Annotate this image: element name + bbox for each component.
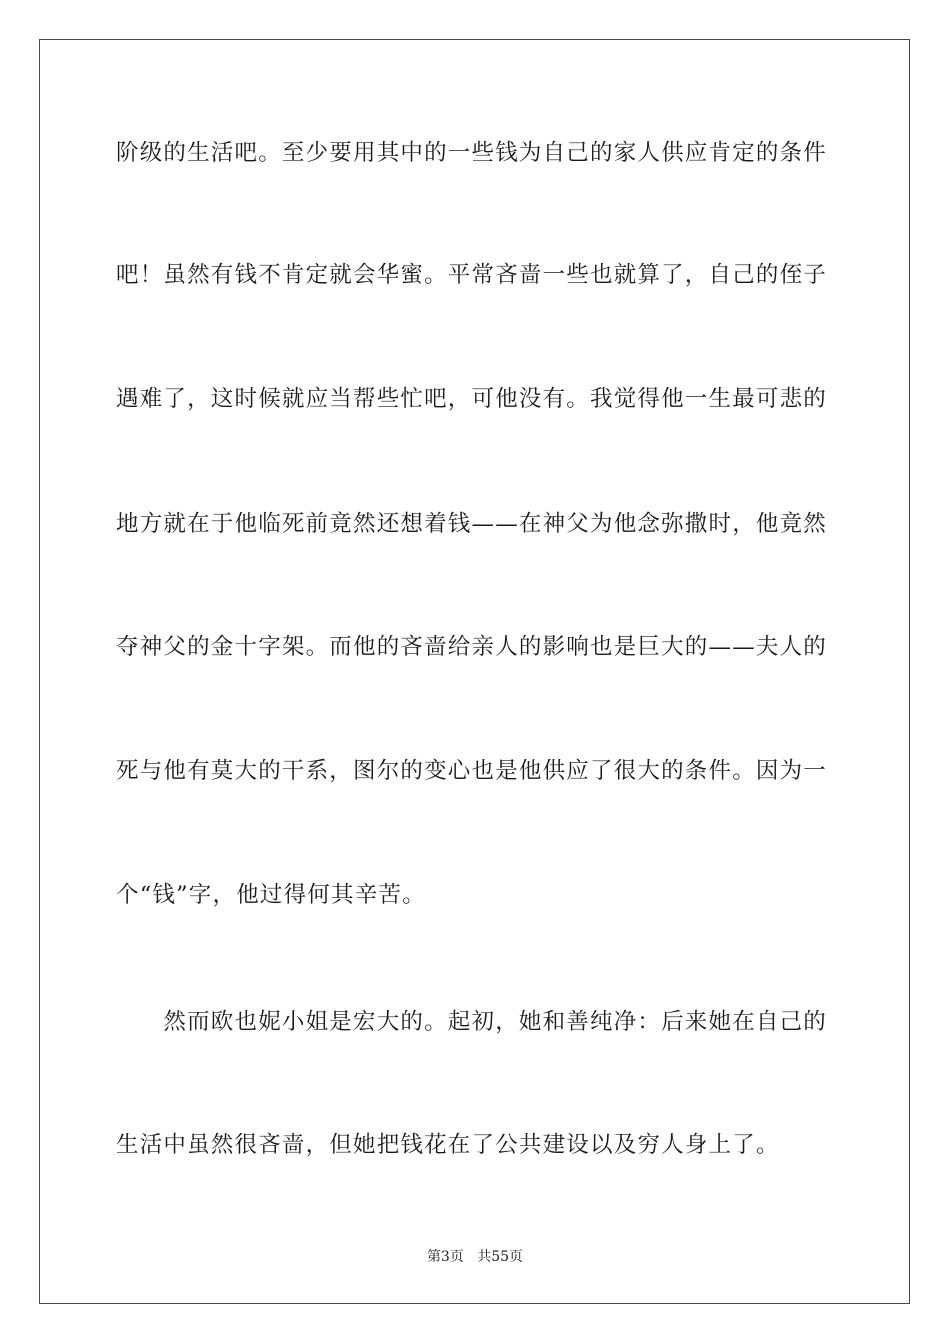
paragraph-line: 阶级的生活吧。至少要用其中的一些钱为自己的家人供应肯定的条件 [116, 140, 828, 166]
paragraph-line: 个“钱”字，他过得何其辛苦。 [116, 882, 426, 908]
paragraph-line: 吧！虽然有钱不肯定就会华蜜。平常吝啬一些也就算了，自己的侄子 [116, 262, 828, 288]
page-total: 共55页 [477, 1249, 524, 1265]
paragraph-line: 然而欧也妮小姐是宏大的。起初，她和善纯净：后来她在自己的 [116, 1009, 828, 1035]
page-border [39, 39, 910, 1304]
paragraph-line: 夺神父的金十字架。而他的吝啬给亲人的影响也是巨大的——夫人的 [116, 634, 828, 660]
paragraph-line: 地方就在于他临死前竟然还想着钱——在神父为他念弥撒时，他竟然 [116, 511, 828, 537]
page-footer [0, 1247, 950, 1267]
paragraph-line: 遇难了，这时候就应当帮些忙吧，可他没有。我觉得他一生最可悲的 [116, 386, 828, 412]
page-number: 第3页 [426, 1249, 464, 1265]
paragraph-line: 生活中虽然很吝啬，但她把钱花在了公共建设以及穷人身上了。 [116, 1132, 780, 1158]
paragraph-line: 死与他有莫大的干系，图尔的变心也是他供应了很大的条件。因为一 [116, 758, 828, 784]
